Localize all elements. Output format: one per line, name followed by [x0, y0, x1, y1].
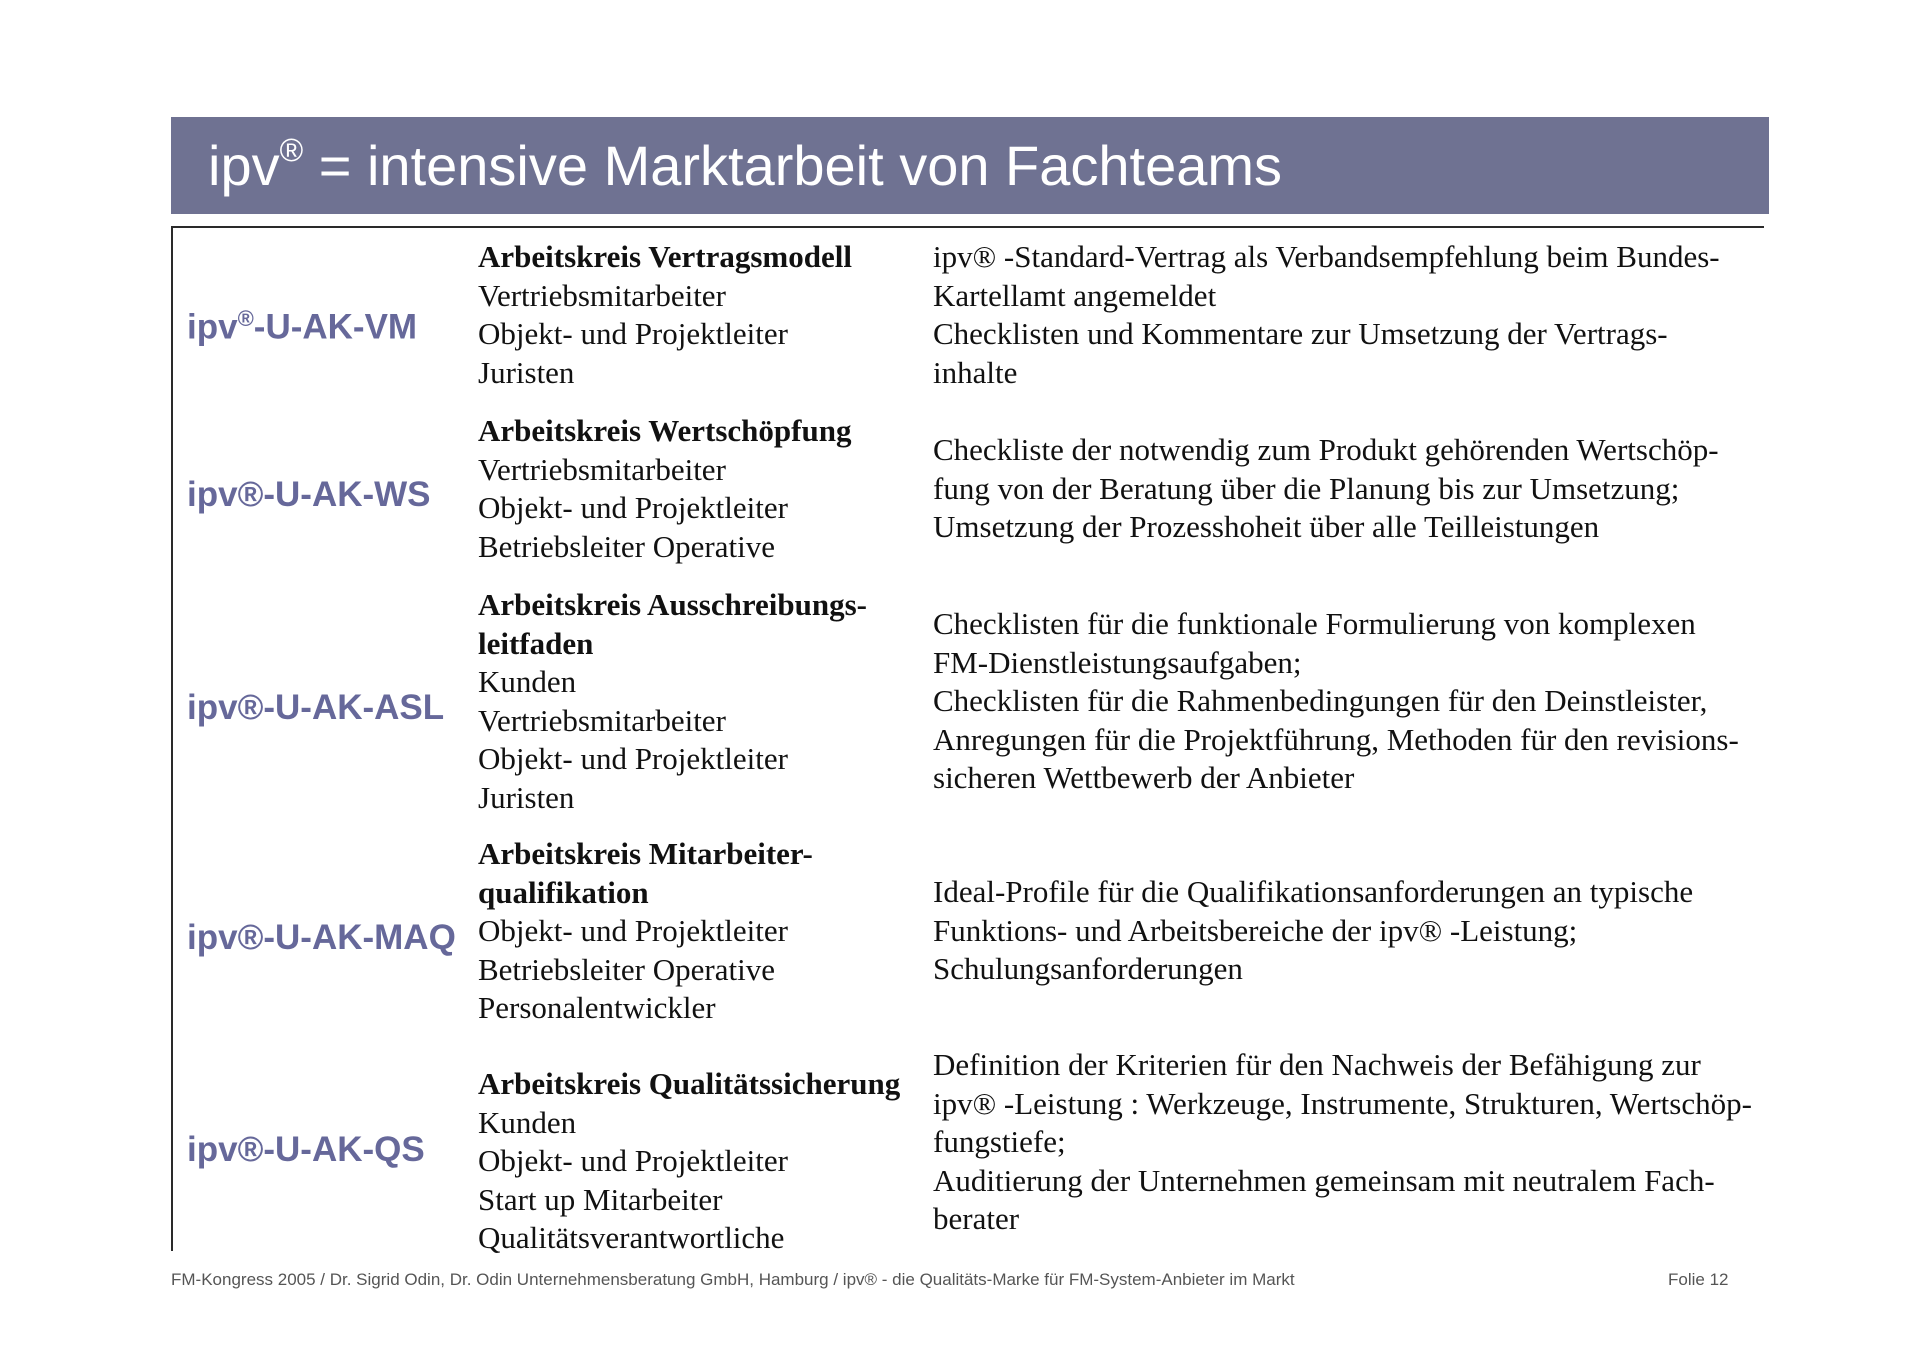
- group-members-ws: [478, 412, 928, 566]
- member: Kunden: [478, 1104, 577, 1140]
- member: Objekt- und Projektleiter: [478, 490, 788, 526]
- slide-title-bar: [171, 117, 1769, 214]
- description-line: Umsetzung der Prozesshoheit über alle Teilleistungen: [933, 509, 1600, 545]
- table-frame-top-line: [171, 226, 1764, 228]
- description-line: ipv® -Standard-Vertrag als Verbandsempfehlung beim Bundes-: [933, 239, 1720, 274]
- group-code-vm: [187, 306, 417, 348]
- member: Personalentwickler: [478, 990, 716, 1026]
- description-line: fungstiefe;: [933, 1124, 1066, 1160]
- description-line: Ideal-Profile für die Qualifikationsanforderungen an typische: [933, 874, 1694, 909]
- group-code-ws: ipv®-U-AK-WS: [187, 475, 431, 514]
- description-line: Checklisten für die Rahmenbedingungen für den Deinstleister,: [933, 683, 1708, 719]
- code-prefix: ipv: [187, 307, 238, 347]
- group-description-maq: [933, 873, 1793, 989]
- description-line: inhalte: [933, 354, 1018, 390]
- table-frame-left-line: [171, 226, 173, 1251]
- group-members-maq: [478, 835, 928, 1028]
- title-rest: = intensive Marktarbeit von Fachteams: [303, 133, 1283, 197]
- member: Start up Mitarbeiter: [478, 1181, 723, 1217]
- description-line: FM-Dienstleistungsaufgaben;: [933, 644, 1302, 680]
- description-line: sicheren Wettbewerb der Anbieter: [933, 760, 1355, 796]
- member: Juristen: [478, 779, 575, 815]
- slide-title: [208, 131, 1283, 197]
- description-line: berater: [933, 1201, 1020, 1237]
- code-rest: -U-AK-VM: [253, 307, 418, 347]
- description-line: Checkliste der notwendig zum Produkt gehörenden Wertschöp-: [933, 432, 1719, 467]
- description-line: Checklisten und Kommentare zur Umsetzung der Vertrags-: [933, 316, 1668, 352]
- group-title: Arbeitskreis Qualitätssicherung: [478, 1066, 901, 1101]
- member: Qualitätsverantwortliche: [478, 1220, 785, 1256]
- member: Objekt- und Projektleiter: [478, 316, 788, 352]
- member: Objekt- und Projektleiter: [478, 913, 788, 949]
- group-code-maq: ipv®-U-AK-MAQ: [187, 918, 456, 957]
- description-line: Schulungsanforderungen: [933, 951, 1243, 987]
- group-title: Arbeitskreis Wertschöpfung: [478, 413, 852, 448]
- title-registered-mark: ®: [279, 131, 304, 168]
- description-line: Auditierung der Unternehmen gemeinsam mit neutralem Fach-: [933, 1162, 1715, 1198]
- code-registered-mark: ®: [237, 306, 254, 331]
- group-code-qs: ipv®-U-AK-QS: [187, 1130, 425, 1169]
- group-title-line: qualifikation: [478, 874, 649, 910]
- group-title-line: Arbeitskreis Ausschreibungs-: [478, 587, 867, 622]
- member: Kunden: [478, 664, 577, 700]
- description-line: Anregungen für die Projektführung, Methoden für den revisions-: [933, 721, 1739, 757]
- description-line: Kartellamt angemeldet: [933, 277, 1217, 313]
- description-line: Definition der Kriterien für den Nachweis der Befähigung zur: [933, 1047, 1701, 1082]
- member: Vertriebsmitarbeiter: [478, 702, 726, 738]
- group-code-asl: ipv®-U-AK-ASL: [187, 688, 445, 727]
- group-members-qs: [478, 1065, 928, 1258]
- member: Juristen: [478, 354, 575, 390]
- member: Objekt- und Projektleiter: [478, 741, 788, 777]
- footer-text: FM-Kongress 2005 / Dr. Sigrid Odin, Dr. Odin Unternehmensberatung GmbH, Hamburg / ipv® - die Qualitäts-Marke für FM-System-Anbieter im Markt: [171, 1270, 1295, 1289]
- group-title-line: Arbeitskreis Mitarbeiter-: [478, 836, 813, 871]
- group-members-vm: [478, 238, 928, 392]
- member: Betriebsleiter Operative: [478, 951, 775, 987]
- description-line: Funktions- und Arbeitsbereiche der ipv® -Leistung;: [933, 912, 1578, 948]
- title-prefix: ipv: [208, 133, 280, 197]
- group-title: Arbeitskreis Vertragsmodell: [478, 239, 852, 274]
- member: Betriebsleiter Operative: [478, 528, 775, 564]
- member: Vertriebsmitarbeiter: [478, 277, 726, 313]
- description-line: Checklisten für die funktionale Formulierung von komplexen: [933, 606, 1696, 641]
- group-description-ws: [933, 431, 1793, 547]
- slide-number: Folie 12: [1668, 1270, 1729, 1289]
- member: Objekt- und Projektleiter: [478, 1143, 788, 1179]
- group-description-vm: [933, 238, 1793, 392]
- group-title-line: leitfaden: [478, 625, 594, 661]
- description-line: ipv® -Leistung : Werkzeuge, Instrumente, Strukturen, Wertschöp-: [933, 1085, 1752, 1121]
- group-members-asl: [478, 586, 928, 818]
- member: Vertriebsmitarbeiter: [478, 451, 726, 487]
- group-description-qs: [933, 1046, 1793, 1239]
- group-description-asl: [933, 605, 1793, 798]
- description-line: fung von der Beratung über die Planung bis zur Umsetzung;: [933, 470, 1680, 506]
